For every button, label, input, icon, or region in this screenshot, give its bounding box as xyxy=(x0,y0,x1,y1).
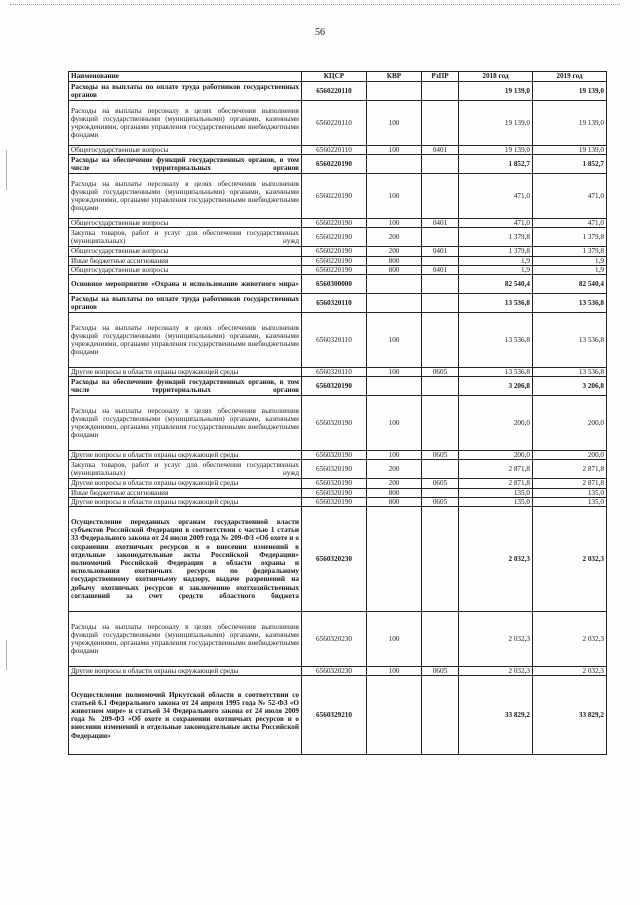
cell-rzpr xyxy=(422,377,459,396)
cell-kcsr: 6560320230 xyxy=(302,667,367,676)
cell-rzpr: 0401 xyxy=(422,265,459,274)
cell-rzpr xyxy=(422,294,459,313)
cell-name: Расходы на выплаты персоналу в целях обеспечения выполнения функций государственными (муниципальными) органами, казенными учреждениями, органами управления государственными внебюджетными фондами xyxy=(69,174,302,219)
cell-name: Основное мероприятие «Охрана и использование животного мира» xyxy=(69,275,302,294)
cell-name: Осуществление переданных органам государственной власти субъектов Российской Федерации в соответствии с частью 1 статьи 33 Федерального закона от 24 июля 2009 года № 209-ФЗ «Об охоте и о сохранении охотничьих ресурсов и о внесении изменений в отдельные законодательные акты Российской Федерации» полномочий Российской Федерации в области охраны и использования охотничьих ресурсов по федеральному государственному охотничьему надзору, выдаче разрешений на добычу охотничьих ресурсов и заключению охотхозяйственных соглашений за счет средств областного бюджета xyxy=(69,507,302,612)
cell-kcsr: 6560320190 xyxy=(302,396,367,451)
page-number: 56 xyxy=(315,27,325,38)
cell-kvr: 100 xyxy=(367,101,422,146)
table-row xyxy=(69,460,607,479)
cell-kvr: 100 xyxy=(367,667,422,676)
cell-kcsr: 6560220190 xyxy=(302,155,367,174)
cell-kcsr: 6560320190 xyxy=(302,479,367,488)
cell-2018: 3 206,8 xyxy=(459,377,533,396)
cell-2018: 2 871,8 xyxy=(459,479,533,488)
cell-kvr: 200 xyxy=(367,247,422,256)
cell-2018: 2 032,3 xyxy=(459,507,533,612)
cell-name: Иные бюджетные ассигнования xyxy=(69,256,302,265)
cell-2018: 135,0 xyxy=(459,497,533,506)
cell-kvr xyxy=(367,294,422,313)
cell-rzpr xyxy=(422,174,459,219)
cell-rzpr: 0605 xyxy=(422,451,459,460)
cell-kcsr: 6560220110 xyxy=(302,82,367,101)
cell-kvr xyxy=(367,377,422,396)
cell-kcsr: 6560320190 xyxy=(302,451,367,460)
table-row xyxy=(69,368,607,377)
cell-2019: 200,0 xyxy=(533,396,607,451)
cell-kcsr: 6560220190 xyxy=(302,174,367,219)
cell-rzpr xyxy=(422,275,459,294)
cell-kcsr: 6560320230 xyxy=(302,507,367,612)
cell-2019: 1 379,8 xyxy=(533,228,607,247)
cell-kvr: 100 xyxy=(367,174,422,219)
table-row xyxy=(69,451,607,460)
cell-name: Закупка товаров, работ и услуг для обеспечения государственных (муниципальных) нужд xyxy=(69,460,302,479)
cell-2018: 19 139,0 xyxy=(459,146,533,155)
cell-2018: 2 032,3 xyxy=(459,667,533,676)
cell-2018: 13 536,8 xyxy=(459,368,533,377)
cell-2019: 13 536,8 xyxy=(533,294,607,313)
cell-kvr xyxy=(367,507,422,612)
cell-kcsr: 6560220110 xyxy=(302,101,367,146)
cell-kcsr: 6560320230 xyxy=(302,612,367,667)
cell-kcsr: 6560220190 xyxy=(302,256,367,265)
cell-rzpr xyxy=(422,101,459,146)
table-row xyxy=(69,256,607,265)
cell-name: Другие вопросы в области охраны окружающей среды xyxy=(69,667,302,676)
cell-kcsr: 6560320110 xyxy=(302,368,367,377)
table-row xyxy=(69,82,607,101)
cell-2019: 1,9 xyxy=(533,265,607,274)
cell-2018: 1 852,7 xyxy=(459,155,533,174)
cell-2019: 33 829,2 xyxy=(533,676,607,755)
cell-rzpr xyxy=(422,676,459,755)
table-row xyxy=(69,667,607,676)
cell-2019: 200,0 xyxy=(533,451,607,460)
cell-rzpr xyxy=(422,460,459,479)
cell-2019: 19 139,0 xyxy=(533,82,607,101)
cell-kvr xyxy=(367,676,422,755)
header-rzpr: РзПР xyxy=(422,72,459,82)
table-row xyxy=(69,479,607,488)
table-row xyxy=(69,228,607,247)
cell-2019: 471,0 xyxy=(533,174,607,219)
cell-rzpr xyxy=(422,228,459,247)
cell-kcsr: 6560220190 xyxy=(302,247,367,256)
cell-2018: 19 139,0 xyxy=(459,101,533,146)
table-row xyxy=(69,219,607,228)
table-row xyxy=(69,101,607,146)
cell-2018: 1,9 xyxy=(459,265,533,274)
cell-2019: 2 871,8 xyxy=(533,460,607,479)
cell-name: Осуществление полномочий Иркутской области в соответствии со статьей 6.1 Федерального закона от 24 апреля 1995 года № 52-ФЗ «О животном мире» и статьей 34 Федерального закона от 24 июля 2009 года № 209-ФЗ «Об охоте и сохранении охотничьих ресурсов и о внесении изменений в отдельные законодательные акты Российской Федерации» xyxy=(69,676,302,755)
cell-kvr: 100 xyxy=(367,313,422,368)
cell-kvr xyxy=(367,155,422,174)
cell-name: Расходы на обеспечение функций государственных органов, в том числе территориальных органов xyxy=(69,155,302,174)
cell-2019: 2 871,8 xyxy=(533,479,607,488)
cell-2019: 13 536,8 xyxy=(533,368,607,377)
table-row xyxy=(69,313,607,368)
cell-2019: 2 032,3 xyxy=(533,667,607,676)
cell-rzpr xyxy=(422,396,459,451)
table-row xyxy=(69,488,607,497)
cell-rzpr xyxy=(422,507,459,612)
cell-name: Расходы на выплаты персоналу в целях обеспечения выполнения функций государственными (муниципальными) органами, казенными учреждениями, органами управления государственными внебюджетными фондами xyxy=(69,396,302,451)
cell-2019: 3 206,8 xyxy=(533,377,607,396)
cell-2019: 2 032,3 xyxy=(533,507,607,612)
cell-kcsr: 6560329210 xyxy=(302,676,367,755)
cell-name: Иные бюджетные ассигнования xyxy=(69,488,302,497)
cell-kcsr: 6560320110 xyxy=(302,294,367,313)
cell-kvr: 100 xyxy=(367,612,422,667)
cell-kcsr: 6560320190 xyxy=(302,488,367,497)
table-header-row xyxy=(69,72,607,82)
cell-2019: 135,0 xyxy=(533,497,607,506)
cell-name: Другие вопросы в области охраны окружающей среды xyxy=(69,451,302,460)
table-row xyxy=(69,275,607,294)
cell-2019: 2 032,3 xyxy=(533,612,607,667)
cell-rzpr: 0605 xyxy=(422,667,459,676)
cell-kcsr: 6560220190 xyxy=(302,219,367,228)
cell-2018: 200,0 xyxy=(459,396,533,451)
cell-rzpr: 0401 xyxy=(422,247,459,256)
table-row xyxy=(69,612,607,667)
cell-kvr: 200 xyxy=(367,228,422,247)
table-row xyxy=(69,507,607,612)
cell-kcsr: 6560320190 xyxy=(302,377,367,396)
header-kvr: КВР xyxy=(367,72,422,82)
cell-2018: 2 871,8 xyxy=(459,460,533,479)
cell-name: Закупка товаров, работ и услуг для обеспечения государственных (муниципальных) нужд xyxy=(69,228,302,247)
table-row xyxy=(69,146,607,155)
cell-name: Расходы на выплаты персоналу в целях обеспечения выполнения функций государственными (муниципальными) органами, казенными учреждениями, органами управления государственными внебюджетными фондами xyxy=(69,313,302,368)
cell-kvr: 100 xyxy=(367,451,422,460)
cell-2019: 471,0 xyxy=(533,219,607,228)
cell-name: Расходы на выплаты персоналу в целях обеспечения выполнения функций государственными (муниципальными) органами, казенными учреждениями, органами управления государственными внебюджетными фондами xyxy=(69,101,302,146)
cell-kvr: 100 xyxy=(367,368,422,377)
table-row xyxy=(69,155,607,174)
cell-2019: 19 139,0 xyxy=(533,101,607,146)
cell-kvr xyxy=(367,275,422,294)
cell-2018: 82 540,4 xyxy=(459,275,533,294)
cell-2019: 135,0 xyxy=(533,488,607,497)
cell-kvr: 100 xyxy=(367,219,422,228)
table-row xyxy=(69,294,607,313)
cell-kvr: 100 xyxy=(367,396,422,451)
cell-kvr: 800 xyxy=(367,265,422,274)
table-row xyxy=(69,676,607,755)
cell-kvr: 200 xyxy=(367,460,422,479)
cell-2019: 19 139,0 xyxy=(533,146,607,155)
cell-kcsr: 6560320190 xyxy=(302,497,367,506)
cell-kvr: 800 xyxy=(367,497,422,506)
cell-kvr xyxy=(367,82,422,101)
cell-name: Другие вопросы в области охраны окружающей среды xyxy=(69,497,302,506)
cell-name: Расходы на выплаты по оплате труда работников государственных органов xyxy=(69,82,302,101)
cell-name: Расходы на обеспечение функций государственных органов, в том числе территориальных органов xyxy=(69,377,302,396)
cell-2018: 2 032,3 xyxy=(459,612,533,667)
cell-2019: 1,9 xyxy=(533,256,607,265)
cell-2018: 471,0 xyxy=(459,219,533,228)
header-2018: 2018 год xyxy=(459,72,533,82)
cell-name: Расходы на выплаты персоналу в целях обеспечения выполнения функций государственными (муниципальными) органами, казенными учреждениями, органами управления государственными внебюджетными фондами xyxy=(69,612,302,667)
table-row xyxy=(69,497,607,506)
cell-2018: 1 379,8 xyxy=(459,228,533,247)
cell-name: Общегосударственные вопросы xyxy=(69,146,302,155)
cell-2018: 471,0 xyxy=(459,174,533,219)
cell-2018: 33 829,2 xyxy=(459,676,533,755)
cell-name: Общегосударственные вопросы xyxy=(69,247,302,256)
cell-2018: 1,9 xyxy=(459,256,533,265)
cell-2019: 13 536,8 xyxy=(533,313,607,368)
scan-margin-mark xyxy=(6,640,7,670)
cell-name: Общегосударственные вопросы xyxy=(69,265,302,274)
header-kcsr: КЦСР xyxy=(302,72,367,82)
cell-2019: 82 540,4 xyxy=(533,275,607,294)
cell-rzpr: 0605 xyxy=(422,368,459,377)
table-row xyxy=(69,247,607,256)
header-name: Наименование xyxy=(69,72,302,82)
cell-kvr: 800 xyxy=(367,256,422,265)
cell-rzpr xyxy=(422,155,459,174)
cell-2018: 13 536,8 xyxy=(459,313,533,368)
budget-table xyxy=(68,71,607,755)
cell-kcsr: 6560300000 xyxy=(302,275,367,294)
cell-kvr: 200 xyxy=(367,479,422,488)
cell-kcsr: 6560220190 xyxy=(302,265,367,274)
cell-2018: 135,0 xyxy=(459,488,533,497)
cell-name: Другие вопросы в области охраны окружающей среды xyxy=(69,479,302,488)
cell-2019: 1 852,7 xyxy=(533,155,607,174)
cell-2018: 13 536,8 xyxy=(459,294,533,313)
cell-rzpr: 0605 xyxy=(422,479,459,488)
cell-2018: 19 139,0 xyxy=(459,82,533,101)
table-row xyxy=(69,396,607,451)
cell-name: Общегосударственные вопросы xyxy=(69,219,302,228)
cell-rzpr xyxy=(422,256,459,265)
header-2019: 2019 год xyxy=(533,72,607,82)
scan-top-edge xyxy=(10,4,620,5)
cell-rzpr: 0401 xyxy=(422,219,459,228)
cell-2018: 200,0 xyxy=(459,451,533,460)
cell-rzpr xyxy=(422,488,459,497)
cell-rzpr xyxy=(422,313,459,368)
cell-kcsr: 6560220190 xyxy=(302,228,367,247)
cell-rzpr: 0605 xyxy=(422,497,459,506)
cell-kvr: 800 xyxy=(367,488,422,497)
cell-rzpr: 0401 xyxy=(422,146,459,155)
table-row xyxy=(69,174,607,219)
cell-kvr: 100 xyxy=(367,146,422,155)
cell-name: Другие вопросы в области охраны окружающей среды xyxy=(69,368,302,377)
table-row xyxy=(69,377,607,396)
table-row xyxy=(69,265,607,274)
cell-name: Расходы на выплаты по оплате труда работников государственных органов xyxy=(69,294,302,313)
cell-rzpr xyxy=(422,82,459,101)
cell-kcsr: 6560320190 xyxy=(302,460,367,479)
cell-2018: 1 379,8 xyxy=(459,247,533,256)
scan-margin-mark xyxy=(6,150,7,190)
cell-kcsr: 6560320110 xyxy=(302,313,367,368)
cell-2019: 1 379,8 xyxy=(533,247,607,256)
cell-kcsr: 6560220110 xyxy=(302,146,367,155)
cell-rzpr xyxy=(422,612,459,667)
